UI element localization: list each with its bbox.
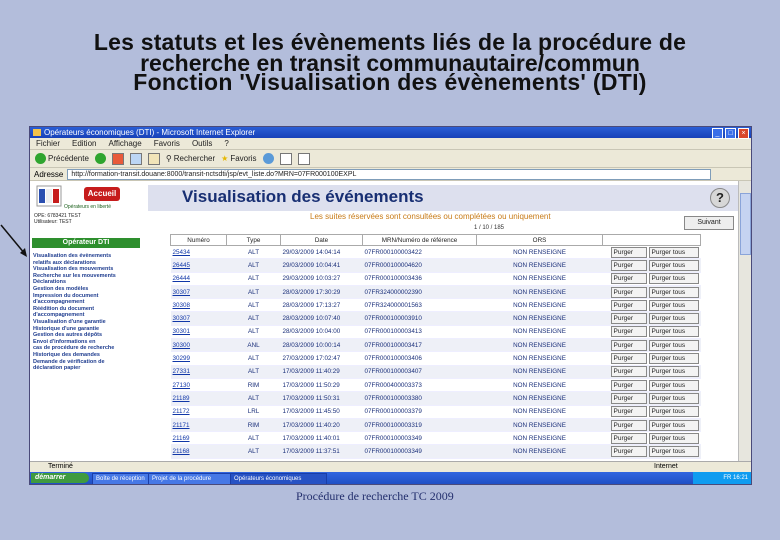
row-actions (603, 272, 701, 285)
row-actions (603, 339, 701, 352)
table-row (171, 272, 701, 285)
event-number-link[interactable]: 26445 (171, 259, 227, 272)
table-row (171, 246, 701, 259)
event-type: ALT (227, 392, 281, 405)
event-mrn: 07FR000100003417 (363, 339, 477, 352)
sidebar-link[interactable]: Demande de vérification de (33, 358, 105, 365)
row-actions (603, 325, 701, 338)
table-row (171, 445, 701, 458)
table-row (171, 285, 701, 298)
event-mrn: 07FR000100003436 (363, 272, 477, 285)
purge-all-button[interactable]: Purger tous (649, 300, 699, 311)
row-actions (603, 418, 701, 431)
status-bar (30, 461, 751, 472)
event-number-link[interactable]: 30307 (171, 285, 227, 298)
sidebar (30, 181, 142, 461)
purge-button[interactable]: Purger (611, 340, 647, 351)
event-ors: NON RENSEIGNE (477, 352, 603, 365)
event-ors: NON RENSEIGNE (477, 259, 603, 272)
menu-item[interactable]: Edition (72, 139, 97, 148)
scrollbar-thumb[interactable] (740, 193, 751, 255)
slide-title-line-2: recherche en transit communautaire/commun (140, 50, 640, 76)
close-button[interactable]: × (738, 128, 749, 139)
row-actions (603, 299, 701, 312)
page-title: Visualisation des événements (182, 187, 424, 206)
event-number-link[interactable]: 27130 (171, 378, 227, 391)
sidebar-link[interactable]: Recherche sur les mouvements (33, 272, 116, 279)
event-date: 28/03/2009 10:07:40 (281, 312, 363, 325)
event-mrn: 07FR000100003379 (363, 405, 477, 418)
event-ors: NON RENSEIGNE (477, 365, 603, 378)
taskbar-item[interactable]: Opérateurs économiques (230, 473, 327, 485)
status-zone: Internet (654, 463, 678, 470)
sidebar-link[interactable]: Gestion des autres dépôts (33, 332, 103, 339)
page-count: 1 / 10 / 185 (474, 225, 505, 231)
purge-all-button[interactable]: Purger tous (649, 313, 699, 324)
event-type: ALT (227, 312, 281, 325)
forward-button[interactable] (95, 153, 106, 164)
sidebar-link[interactable]: Visualisation des mouvements (33, 266, 114, 273)
event-ors: NON RENSEIGNE (477, 445, 603, 458)
event-ors: NON RENSEIGNE (477, 272, 603, 285)
status-text: Terminé (48, 463, 73, 470)
pointer-arrow-icon (0, 224, 30, 260)
purge-all-button[interactable]: Purger tous (649, 420, 699, 431)
table-row (171, 432, 701, 445)
purge-all-button[interactable]: Purger tous (649, 406, 699, 417)
event-mrn: 07FR000100003407 (363, 365, 477, 378)
menu-item[interactable]: Fichier (36, 139, 61, 148)
system-tray-clock: FR 16:21 (693, 472, 751, 484)
event-date: 17/03/2009 11:40:20 (281, 418, 363, 431)
toolbar (30, 150, 751, 168)
sidebar-link[interactable]: Envoi d'informations en (33, 338, 96, 345)
event-number-link[interactable]: 30308 (171, 299, 227, 312)
back-label: Précédente (48, 154, 89, 163)
menu-item[interactable]: ? (224, 139, 229, 148)
menu-bar (30, 138, 751, 150)
event-date: 17/03/2009 11:50:31 (281, 392, 363, 405)
purge-button[interactable]: Purger (611, 260, 647, 271)
event-date: 28/03/2009 10:00:14 (281, 339, 363, 352)
event-type: ALT (227, 285, 281, 298)
event-ors: NON RENSEIGNE (477, 246, 603, 259)
purge-button[interactable]: Purger (611, 287, 647, 298)
event-type: RIM (227, 378, 281, 391)
sidebar-menu (33, 253, 141, 372)
table-row (171, 339, 701, 352)
table-row (171, 352, 701, 365)
row-actions (603, 246, 701, 259)
purge-button[interactable]: Purger (611, 446, 647, 457)
table-row (171, 365, 701, 378)
sidebar-link[interactable]: relatifs aux déclarations (33, 259, 96, 266)
event-number-link[interactable]: 27331 (171, 365, 227, 378)
browser-window (29, 126, 752, 485)
stop-icon[interactable] (112, 153, 124, 165)
event-number-link[interactable]: 21189 (171, 392, 227, 405)
sidebar-link[interactable]: Gestion des modèles (33, 285, 89, 292)
douane-logo (36, 185, 62, 207)
favorites-button[interactable] (221, 154, 256, 163)
event-number-link[interactable]: 21171 (171, 418, 227, 431)
event-type: ALT (227, 299, 281, 312)
row-actions (603, 365, 701, 378)
purge-button[interactable]: Purger (611, 393, 647, 404)
refresh-icon[interactable] (130, 153, 142, 165)
table-row (171, 312, 701, 325)
purge-button[interactable]: Purger (611, 273, 647, 284)
event-date: 17/03/2009 11:40:29 (281, 365, 363, 378)
event-mrn: 07FR324000002390 (363, 285, 477, 298)
event-mrn: 07FR000100004620 (363, 259, 477, 272)
event-date: 28/03/2009 10:04:00 (281, 325, 363, 338)
user-info-line: Utilisateur: TEST (34, 219, 72, 225)
purge-button[interactable]: Purger (611, 326, 647, 337)
sidebar-link[interactable]: Visualisation d'une garantie (33, 318, 106, 325)
event-type: ALT (227, 272, 281, 285)
event-mrn: 07FR000100003406 (363, 352, 477, 365)
purge-button[interactable]: Purger (611, 433, 647, 444)
event-type: ANL (227, 339, 281, 352)
event-mrn: 07FR000100003319 (363, 418, 477, 431)
event-ors: NON RENSEIGNE (477, 392, 603, 405)
page-content (30, 181, 738, 461)
event-date: 17/03/2009 11:37:51 (281, 445, 363, 458)
sidebar-subtitle: Opérateurs en liberté (64, 204, 111, 210)
event-number-link[interactable]: 30307 (171, 312, 227, 325)
sidebar-link[interactable]: déclaration papier (33, 365, 81, 372)
table-row (171, 299, 701, 312)
event-date: 29/03/2009 10:04:41 (281, 259, 363, 272)
column-header: Type (227, 235, 281, 246)
accueil-button[interactable]: Accueil (84, 187, 120, 201)
event-ors: NON RENSEIGNE (477, 325, 603, 338)
sidebar-link[interactable]: d'accompagnement (33, 299, 85, 306)
event-number-link[interactable]: 21168 (171, 445, 227, 458)
event-mrn: 07FR000100003349 (363, 445, 477, 458)
event-number-link[interactable]: 30299 (171, 352, 227, 365)
event-ors: NON RENSEIGNE (477, 405, 603, 418)
purge-button[interactable]: Purger (611, 313, 647, 324)
sidebar-link[interactable]: Impression du document (33, 292, 99, 299)
event-mrn: 07FR000100003422 (363, 246, 477, 259)
row-actions (603, 352, 701, 365)
sidebar-link[interactable]: Visualisation des évènements (33, 253, 112, 259)
star-icon: ★ (221, 154, 229, 163)
column-header: Numéro (171, 235, 227, 246)
purge-all-button[interactable]: Purger tous (649, 446, 699, 457)
purge-all-button[interactable]: Purger tous (649, 326, 699, 337)
event-date: 28/03/2009 17:13:27 (281, 299, 363, 312)
row-actions (603, 312, 701, 325)
event-date: 29/03/2009 10:03:27 (281, 272, 363, 285)
taskbar-item[interactable]: Boîte de réception (92, 473, 149, 485)
table-row (171, 405, 701, 418)
menu-item[interactable]: Favoris (153, 139, 180, 148)
event-number-link[interactable]: 26444 (171, 272, 227, 285)
purge-button[interactable]: Purger (611, 300, 647, 311)
row-actions (603, 392, 701, 405)
event-mrn: 07FR000100003910 (363, 312, 477, 325)
event-date: 17/03/2009 11:40:01 (281, 432, 363, 445)
purge-all-button[interactable]: Purger tous (649, 433, 699, 444)
menu-item[interactable]: Outils (191, 139, 213, 148)
event-ors: NON RENSEIGNE (477, 299, 603, 312)
event-type: ALT (227, 365, 281, 378)
search-label: Rechercher (173, 154, 216, 163)
maximize-button[interactable]: □ (725, 128, 736, 139)
menu-item[interactable]: Affichage (108, 139, 142, 148)
event-number-link[interactable]: 30300 (171, 339, 227, 352)
event-ors: NON RENSEIGNE (477, 285, 603, 298)
start-button[interactable]: démarrer (31, 473, 89, 483)
address-bar (30, 168, 751, 181)
table-row (171, 418, 701, 431)
event-type: ALT (227, 259, 281, 272)
page-header (148, 185, 738, 211)
help-icon[interactable]: ? (710, 188, 730, 208)
minimize-button[interactable]: _ (712, 128, 723, 139)
sidebar-link[interactable]: Historique des demandes (33, 351, 100, 358)
row-actions (603, 432, 701, 445)
slide-caption: Procédure de recherche TC 2009 (296, 489, 454, 503)
purge-button[interactable]: Purger (611, 380, 647, 391)
slide-title-line-1: Les statuts et les évènements liés de la procédure de (93, 29, 687, 55)
event-mrn: 07FR000100003380 (363, 392, 477, 405)
column-header (603, 235, 701, 246)
event-date: 27/03/2009 17:02:47 (281, 352, 363, 365)
purge-button[interactable]: Purger (611, 366, 647, 377)
purge-all-button[interactable]: Purger tous (649, 273, 699, 284)
event-number-link[interactable]: 25434 (171, 246, 227, 259)
slide-title (20, 30, 760, 93)
address-label: Adresse (34, 169, 64, 179)
events-table (170, 234, 701, 459)
event-ors: NON RENSEIGNE (477, 418, 603, 431)
purge-all-button[interactable]: Purger tous (649, 260, 699, 271)
event-type: ALT (227, 432, 281, 445)
window-titlebar (30, 127, 751, 138)
sidebar-link[interactable]: d'accompagnement (33, 312, 85, 319)
sidebar-link[interactable]: cas de procédure de recherche (33, 345, 115, 352)
purge-button[interactable]: Purger (611, 420, 647, 431)
event-mrn: 07FR000100003413 (363, 325, 477, 338)
event-number-link[interactable]: 21169 (171, 432, 227, 445)
event-ors: NON RENSEIGNE (477, 378, 603, 391)
sidebar-link[interactable]: Historique d'une garantie (33, 325, 100, 332)
purge-all-button[interactable]: Purger tous (649, 380, 699, 391)
sidebar-link[interactable]: Déclarations (33, 279, 67, 286)
column-header: MRN/Numéro de référence (363, 235, 477, 246)
purge-all-button[interactable]: Purger tous (649, 287, 699, 298)
row-actions (603, 378, 701, 391)
purge-all-button[interactable]: Purger tous (649, 366, 699, 377)
taskbar-item[interactable]: Projet de la procédure (148, 473, 231, 485)
table-row (171, 392, 701, 405)
event-number-link[interactable]: 21172 (171, 405, 227, 418)
search-icon: ⚲ (165, 154, 172, 163)
user-info (34, 213, 81, 225)
row-actions (603, 445, 701, 458)
back-button[interactable] (35, 153, 89, 164)
mail-icon[interactable] (280, 153, 292, 165)
purge-button[interactable]: Purger (611, 247, 647, 258)
sidebar-link[interactable]: Réédition du document (33, 305, 95, 312)
back-arrow-icon (35, 153, 46, 164)
page-subtitle: Les suites réservées sont consultées ou complétées ou uniquement (310, 212, 551, 221)
operator-dti-header: Opérateur DTI (32, 238, 140, 248)
event-type: LRL (227, 405, 281, 418)
vertical-scrollbar[interactable] (738, 181, 751, 461)
next-button[interactable]: Suivant (684, 216, 734, 230)
table-row (171, 378, 701, 391)
event-date: 28/03/2009 17:30:29 (281, 285, 363, 298)
purge-all-button[interactable]: Purger tous (649, 247, 699, 258)
home-icon[interactable] (148, 153, 160, 165)
ie-icon (33, 129, 41, 136)
column-header: Date (281, 235, 363, 246)
event-date: 17/03/2009 11:50:29 (281, 378, 363, 391)
purge-button[interactable]: Purger (611, 353, 647, 364)
event-date: 29/03/2009 14:04:14 (281, 246, 363, 259)
event-date: 17/03/2009 11:45:50 (281, 405, 363, 418)
purge-all-button[interactable]: Purger tous (649, 393, 699, 404)
purge-all-button[interactable]: Purger tous (649, 353, 699, 364)
event-ors: NON RENSEIGNE (477, 312, 603, 325)
search-button[interactable] (166, 154, 215, 163)
slide-title-line-3: Fonction 'Visualisation des évènements' (DTI) (133, 69, 647, 95)
window-title: Opérateurs économiques (DTI) - Microsoft Internet Explorer (44, 128, 256, 137)
event-ors: NON RENSEIGNE (477, 432, 603, 445)
event-type: ALT (227, 325, 281, 338)
table-row (171, 325, 701, 338)
user-info-line: OPE: 6783421 TEST (34, 213, 81, 219)
event-type: ALT (227, 352, 281, 365)
event-number-link[interactable]: 30301 (171, 325, 227, 338)
event-type: ALT (227, 246, 281, 259)
purge-button[interactable]: Purger (611, 406, 647, 417)
row-actions (603, 259, 701, 272)
event-mrn: 07FR324000001563 (363, 299, 477, 312)
column-header: ORS (477, 235, 603, 246)
history-icon[interactable] (263, 153, 274, 164)
purge-all-button[interactable]: Purger tous (649, 340, 699, 351)
print-icon[interactable] (298, 153, 310, 165)
event-mrn: 07FR000100003349 (363, 432, 477, 445)
address-input[interactable]: http://formation-transit.douane:8000/transit-nctsdti/jsp/evt_liste.do?MRN=07FR000100EXPL (67, 169, 711, 180)
event-ors: NON RENSEIGNE (477, 339, 603, 352)
table-row (171, 259, 701, 272)
event-type: ALT (227, 445, 281, 458)
taskbar (30, 472, 751, 484)
row-actions (603, 285, 701, 298)
event-type: RIM (227, 418, 281, 431)
favorites-label: Favoris (230, 154, 257, 163)
event-mrn: 07FR000400003373 (363, 378, 477, 391)
row-actions (603, 405, 701, 418)
